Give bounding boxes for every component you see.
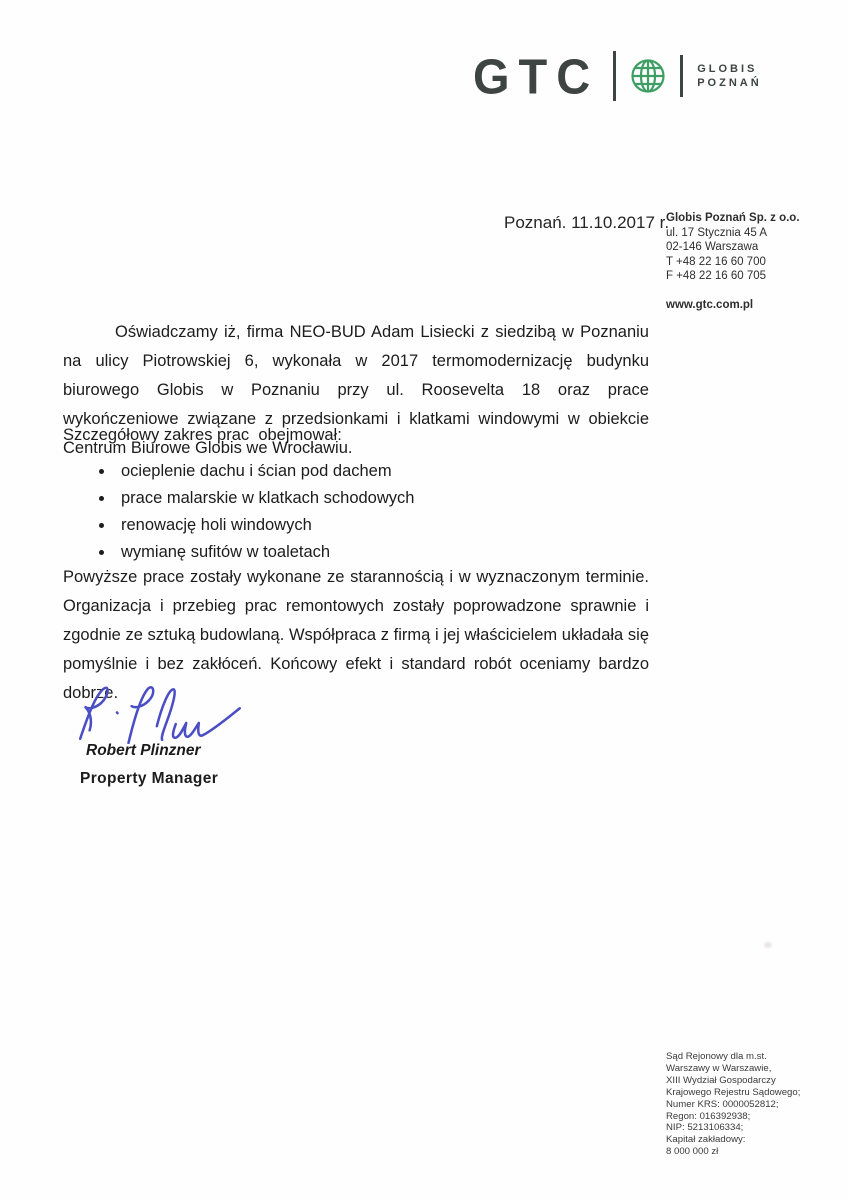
registry-line: Kapitał zakładowy:: [666, 1134, 746, 1146]
scan-artifact: [764, 942, 772, 948]
registry-line: Warszawy w Warszawie,: [666, 1062, 772, 1074]
list-item: • prace malarskie w klatkach schodowych: [115, 485, 583, 512]
registry-line: Regon: 016392938;: [666, 1110, 751, 1122]
signatory-title: Property Manager: [80, 770, 219, 787]
body-paragraph-1: Oświadczamy iż, firma NEO-BUD Adam Lisiecki z siedzibą w Poznaniu na ulicy Piotrowskiej 6, wykonała w 2017 termomodernizację budynku biurowego Globis w Poznaniu przy ul. Roosevelta 18 oraz prace wykończeniowe związane z przedsionkami i klatkami windowymi w obiekcie Centrum Biurowe Globis we Wrocławiu.: [63, 323, 649, 457]
registry-line: XIII Wydział Gospodarczy: [666, 1074, 776, 1086]
scope-list: [63, 458, 583, 566]
registry-line: 8 000 000 zł: [666, 1146, 719, 1158]
brand-name: [697, 62, 761, 90]
gtc-globis-logo: [473, 46, 762, 106]
sender-fax: F +48 22 16 60 705: [666, 270, 767, 283]
list-item: • wymianę sufitów w toaletach: [115, 539, 583, 566]
list-item: • renowację holi windowych: [115, 512, 583, 539]
registry-line: Sąd Rejonowy dla m.st.: [666, 1051, 767, 1062]
dateline: Poznań. 11.10.2017 r.: [504, 213, 670, 232]
sender-company: Globis Poznań Sp. z o.o.: [666, 212, 800, 224]
globe-icon: [630, 58, 666, 94]
list-item: • ocieplenie dachu i ścian pod dachem: [115, 458, 583, 485]
registry-line: Krajowego Rejestru Sądowego;: [666, 1086, 801, 1098]
logo-divider: [680, 55, 683, 97]
sender-phone: T +48 22 16 60 700: [666, 255, 766, 268]
registry-line: NIP: 5213106334;: [666, 1122, 744, 1134]
signatory-name: Robert Plinzner: [86, 742, 201, 759]
brand-line-poznan: POZNAŃ: [697, 77, 762, 89]
sender-address-block: [666, 211, 806, 313]
gtc-logo-text: GTC: [473, 48, 600, 104]
scope-heading: Szczegółowy zakres prac obejmował:: [63, 426, 342, 444]
registry-line: Numer KRS: 0000052812;: [666, 1098, 779, 1110]
brand-line-globis: GLOBIS: [697, 63, 758, 75]
court-registry-block: [666, 1051, 816, 1158]
sender-street: ul. 17 Stycznia 45 A: [666, 226, 768, 239]
body-paragraph-2: Powyższe prace zostały wykonane ze starannością i w wyznaczonym terminie. Organizacja i przebieg prac remontowych zostały poprowadzone sprawnie i zgodnie ze sztuką budowlaną. Współpraca z firmą i jej właścicielem układała się pomyślnie i bez zakłóceń. Końcowy efekt i standard robót oceniamy bardzo dobrze.: [63, 568, 649, 702]
sender-city: 02-146 Warszawa: [666, 241, 759, 254]
handwritten-signature: [76, 682, 244, 744]
sender-website: www.gtc.com.pl: [666, 298, 754, 311]
logo-divider: [613, 51, 616, 101]
